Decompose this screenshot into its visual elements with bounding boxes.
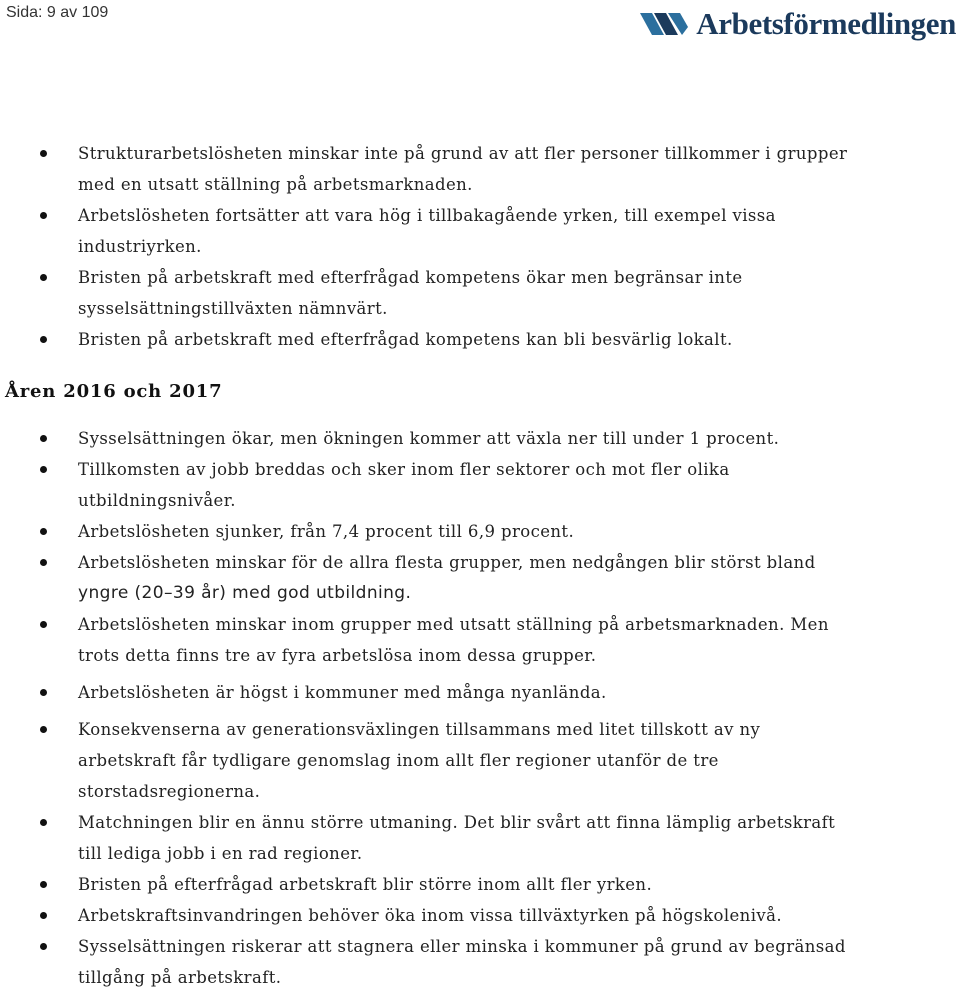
list-item-text: Arbetslösheten fortsätter att vara hög i tillbakagående yrken, till exempel vissa industriyrken. (78, 206, 776, 256)
brand-logo (638, 5, 956, 43)
list-item (0, 454, 960, 516)
list-item-text: Arbetslösheten sjunker, från 7,4 procent till 6,9 procent. (78, 522, 575, 541)
list-item (0, 262, 960, 324)
list-item (0, 516, 960, 547)
bullet-icon (40, 726, 47, 733)
list-item (0, 869, 960, 900)
list-item-text: Strukturarbetslösheten minskar inte på grund av att fler personer tillkommer i grupper med en utsatt ställning på arbetsmarknaden. (78, 144, 848, 194)
bullet-icon (40, 150, 47, 157)
list-item (0, 324, 960, 355)
list-item (0, 807, 960, 869)
list-item (0, 200, 960, 262)
bullet-icon (40, 274, 47, 281)
bullet-icon (40, 336, 47, 343)
list-item-text: Tillkomsten av jobb breddas och sker inom fler sektorer och mot fler olika utbildningsnivåer. (78, 460, 730, 510)
section-heading: Åren 2016 och 2017 (5, 381, 223, 402)
list-item (0, 931, 960, 993)
bullet-icon (40, 528, 47, 535)
document-body (0, 138, 960, 993)
page-counter: Sida: 9 av 109 (6, 4, 109, 21)
summary-list (0, 138, 960, 355)
list-item (0, 900, 960, 931)
list-item-text: Matchningen blir en ännu större utmaning. Det blir svårt att finna lämplig arbetskraft till lediga jobb i en rad regioner. (78, 813, 836, 863)
forecast-list (0, 423, 960, 993)
list-item-text: Bristen på arbetskraft med efterfrågad kompetens ökar men begränsar inte sysselsättningstillväxten nämnvärt. (78, 268, 743, 318)
bullet-icon (40, 912, 47, 919)
list-item (0, 677, 960, 708)
arbetsformedlingen-logo-icon (638, 9, 690, 39)
bullet-icon (40, 559, 47, 566)
bullet-icon (40, 689, 47, 696)
bullet-icon (40, 881, 47, 888)
list-item (0, 609, 960, 671)
list-item (0, 547, 960, 609)
list-item-text: Sysselsättningen riskerar att stagnera eller minska i kommuner på grund av begränsad tillgång på arbetskraft. (78, 937, 846, 987)
page-header (0, 0, 960, 50)
bullet-icon (40, 819, 47, 826)
bullet-icon (40, 435, 47, 442)
logo-wordmark: Arbetsförmedlingen (696, 6, 956, 41)
list-item-text: Arbetslösheten minskar för de allra flesta grupper, men nedgången blir störst bland (78, 553, 816, 572)
bullet-icon (40, 621, 47, 628)
list-item (0, 714, 960, 807)
bullet-icon (40, 212, 47, 219)
list-item-text: Sysselsättningen ökar, men ökningen kommer att växla ner till under 1 procent. (78, 429, 780, 448)
list-item-text: yngre (20–39 år) med god utbildning. (78, 583, 412, 603)
list-item (0, 138, 960, 200)
list-item-text: Konsekvenserna av generationsväxlingen tillsammans med litet tillskott av ny arbetskraft får tydligare genomslag inom allt fler regioner utanför de tre storstadsregionerna. (78, 720, 761, 801)
bullet-icon (40, 943, 47, 950)
bullet-icon (40, 466, 47, 473)
list-item-text: Arbetskraftsinvandringen behöver öka inom vissa tillväxtyrken på högskolenivå. (78, 906, 782, 925)
list-item-text: Bristen på arbetskraft med efterfrågad kompetens kan bli besvärlig lokalt. (78, 330, 733, 349)
list-item-text: Arbetslösheten minskar inom grupper med utsatt ställning på arbetsmarknaden. Men trots detta finns tre av fyra arbetslösa inom dessa grupper. (78, 615, 829, 665)
list-item (0, 423, 960, 454)
list-item-text: Bristen på efterfrågad arbetskraft blir större inom allt fler yrken. (78, 875, 653, 894)
list-item-text: Arbetslösheten är högst i kommuner med många nyanlända. (78, 683, 607, 702)
